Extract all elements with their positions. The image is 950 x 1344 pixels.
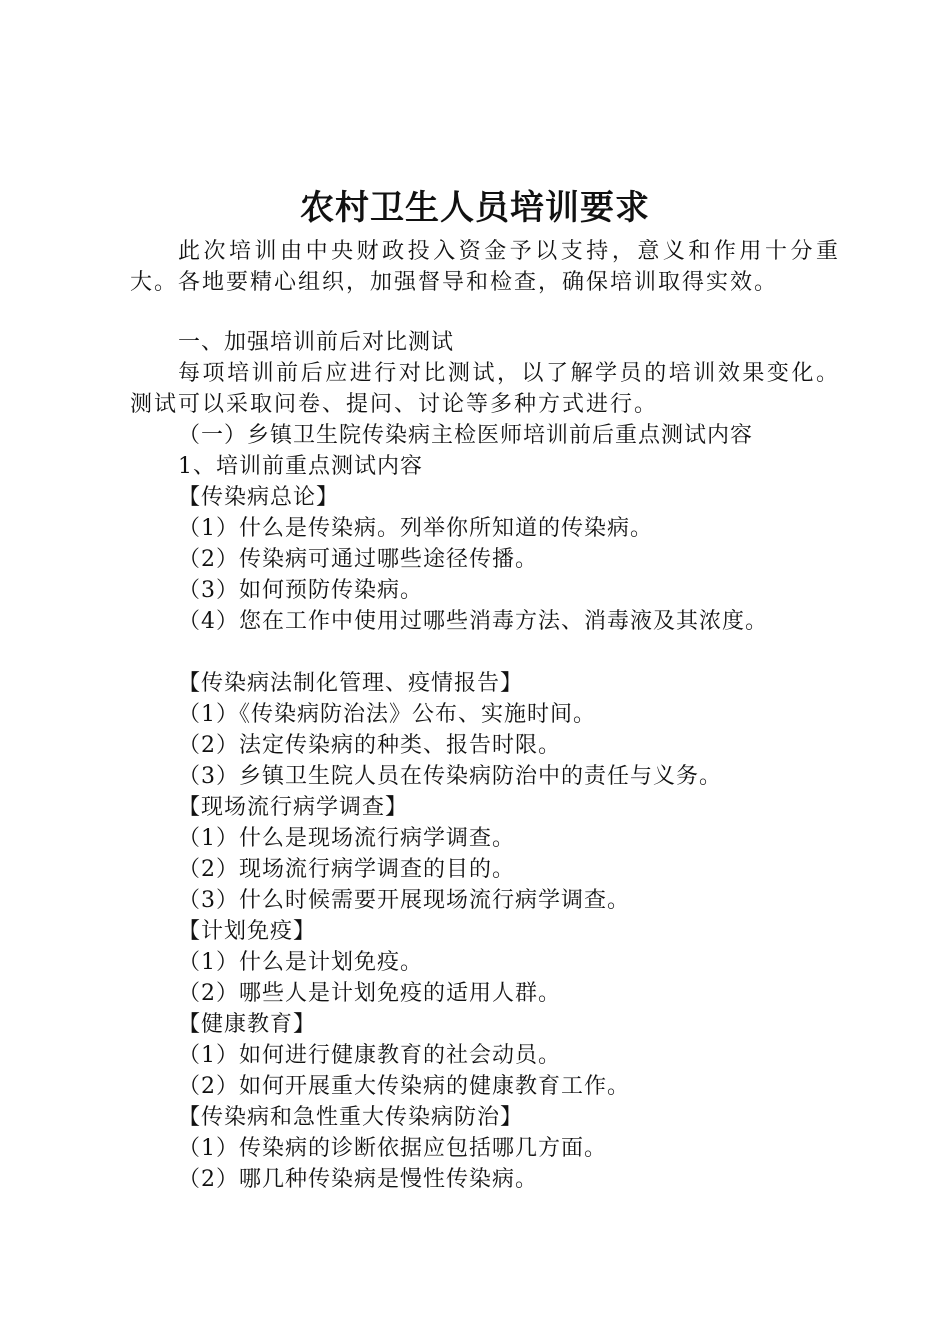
list-item: （2）传染病可通过哪些途径传播。	[178, 547, 538, 572]
section-immunization	[130, 916, 840, 1009]
part1-subsubheading: 1、培训前重点测试内容	[178, 454, 423, 479]
part1-subheading: （一）乡镇卫生院传染病主检医师培训前后重点测试内容	[178, 423, 754, 448]
list-item: （2）如何开展重大传染病的健康教育工作。	[178, 1074, 630, 1099]
list-item: （4）您在工作中使用过哪些消毒方法、消毒液及其浓度。	[178, 609, 768, 634]
section-health-education	[130, 1009, 840, 1102]
list-item: （1）什么是现场流行病学调查。	[178, 826, 515, 851]
list-item: （2）法定传染病的种类、报告时限。	[178, 733, 561, 758]
document-body	[130, 327, 840, 1195]
blank-line	[130, 637, 840, 668]
intro-paragraph: 此次培训由中央财政投入资金予以支持，意义和作用十分重大。各地要精心组织，加强督导和检查，确保培训取得实效。	[130, 239, 840, 295]
part1-heading: 一、加强培训前后对比测试	[178, 330, 455, 355]
list-item: （1）传染病的诊断依据应包括哪几方面。	[178, 1136, 607, 1161]
list-item: （2）哪几种传染病是慢性传染病。	[178, 1167, 538, 1192]
part1-paragraph: 每项培训前后应进行对比测试，以了解学员的培训效果变化。测试可以采取问卷、提问、讨论等多种方式进行。	[130, 361, 840, 417]
list-item: （1）《传染病防治法》公布、实施时间。	[178, 702, 596, 727]
section-prevention	[130, 1102, 840, 1195]
section-epidemiology	[130, 792, 840, 916]
section-header: 【传染病法制化管理、疫情报告】	[178, 671, 524, 696]
list-item: （3）什么时候需要开展现场流行病学调查。	[178, 888, 630, 913]
section-general	[130, 482, 840, 637]
list-item: （1）什么是传染病。列举你所知道的传染病。	[178, 516, 653, 541]
list-item: （2）现场流行病学调查的目的。	[178, 857, 515, 882]
section-header: 【计划免疫】	[178, 919, 317, 944]
list-item: （2）哪些人是计划免疫的适用人群。	[178, 981, 561, 1006]
list-item: （3）如何预防传染病。	[178, 578, 423, 603]
section-header: 【传染病总论】	[178, 485, 340, 510]
section-header: 【健康教育】	[178, 1012, 317, 1037]
list-item: （3）乡镇卫生院人员在传染病防治中的责任与义务。	[178, 764, 722, 789]
document-title: 农村卫生人员培训要求	[300, 188, 650, 228]
section-header: 【传染病和急性重大传染病防治】	[178, 1105, 524, 1130]
section-header: 【现场流行病学调查】	[178, 795, 409, 820]
list-item: （1）什么是计划免疫。	[178, 950, 423, 975]
section-law	[130, 668, 840, 792]
list-item: （1）如何进行健康教育的社会动员。	[178, 1043, 561, 1068]
